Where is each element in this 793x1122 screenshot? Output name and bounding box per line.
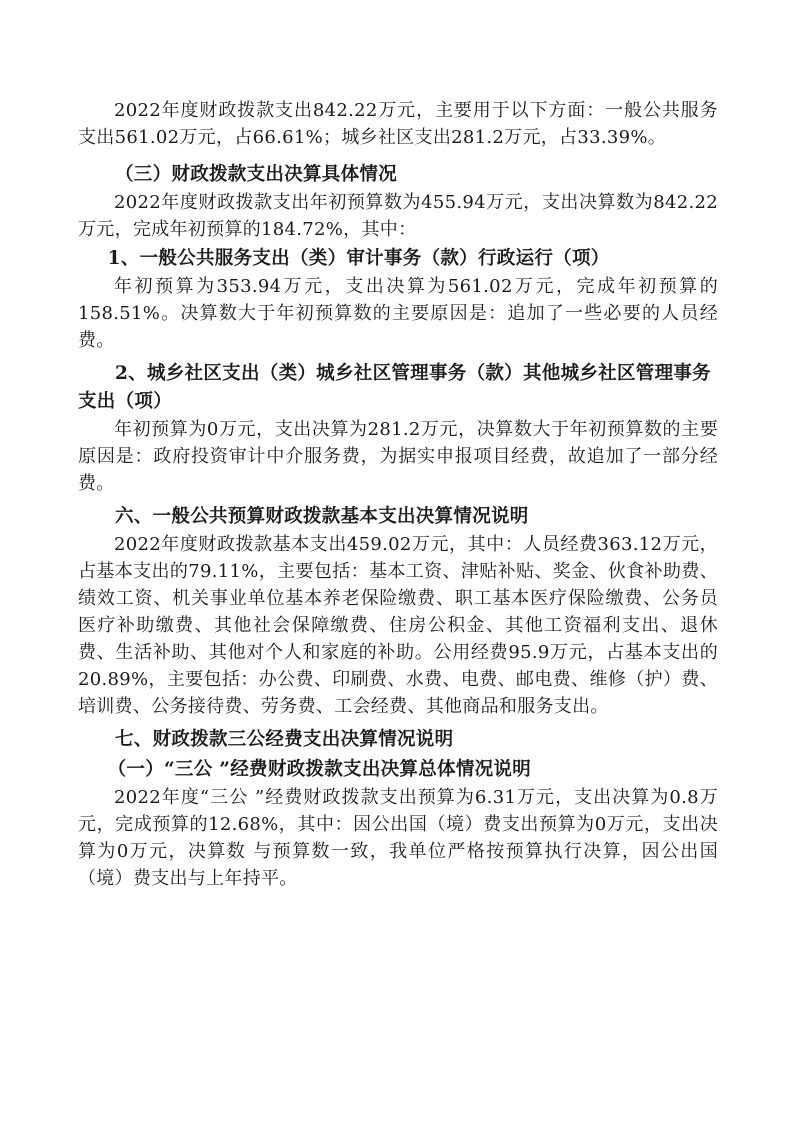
paragraph-budget-overview: 2022年度财政拨款支出年初预算数为455.94万元，支出决算数为842.22万元，完成年初预算的184.72%，其中： <box>78 192 718 240</box>
heading-three-public-overview: （一）“三公 ”经费财政拨款支出决算总体情况说明 <box>107 759 532 780</box>
paragraph-item-1: 年初预算为353.94万元，支出决算为561.02万元，完成年初预算的158.51%。决算数大于年初预算数的主要原因是：追加了一些必要的人员经费。 <box>78 276 718 351</box>
document-page <box>78 97 718 892</box>
heading-item-2: 2、城乡社区支出（类）城乡社区管理事务（款）其他城乡社区管理事务支出（项） <box>78 363 711 412</box>
paragraph-total-expenditure: 2022年度财政拨款支出842.22万元，主要用于以下方面：一般公共服务支出561.02万元，占66.61%；城乡社区支出281.2万元，占33.39%。 <box>78 100 718 148</box>
heading-section-7: 七、财政拨款三公经费支出决算情况说明 <box>115 729 454 750</box>
paragraph-three-public: 2022年度“三公 ”经费财政拨款支出预算为6.31万元，支出决算为0.8万元，完成预算的12.68%，其中：因公出国（境）费支出预算为0万元，支出决算为0万元，决算数 与预算数一致，我单位严格按预算执行决算，因公出国（境）费支出与上年持平。 <box>78 787 718 889</box>
heading-item-1: 1、一般公共服务支出（类）审计事务（款）行政运行（项） <box>107 248 610 269</box>
paragraph-basic-expenditure: 2022年度财政拨款基本支出459.02万元，其中：人员经费363.12万元，占基本支出的79.11%，主要包括：基本工资、津贴补贴、奖金、伙食补助费、绩效工资、机关事业单位基本养老保险缴费、职工基本医疗保险缴费、公务员医疗补助缴费、其他社会保障缴费、住房公积金、其他工资福利支出、退休费、生活补助、其他对个人和家庭的补助。公用经费95.9万元，占基本支出的20.89%，主要包括：办公费、印刷费、水费、电费、邮电费、维修（护）费、培训费、公务接待费、劳务费、工会经费、其他商品和服务支出。 <box>78 534 718 717</box>
paragraph-item-2: 年初预算为0万元，支出决算为281.2万元，决算数大于年初预算数的主要原因是：政府投资审计中介服务费，为据实申报项目经费，故追加了一部分经费。 <box>78 419 718 494</box>
heading-section-6: 六、一般公共预算财政拨款基本支出决算情况说明 <box>115 506 529 527</box>
heading-specific-details: （三）财政拨款支出决算具体情况 <box>115 164 398 185</box>
